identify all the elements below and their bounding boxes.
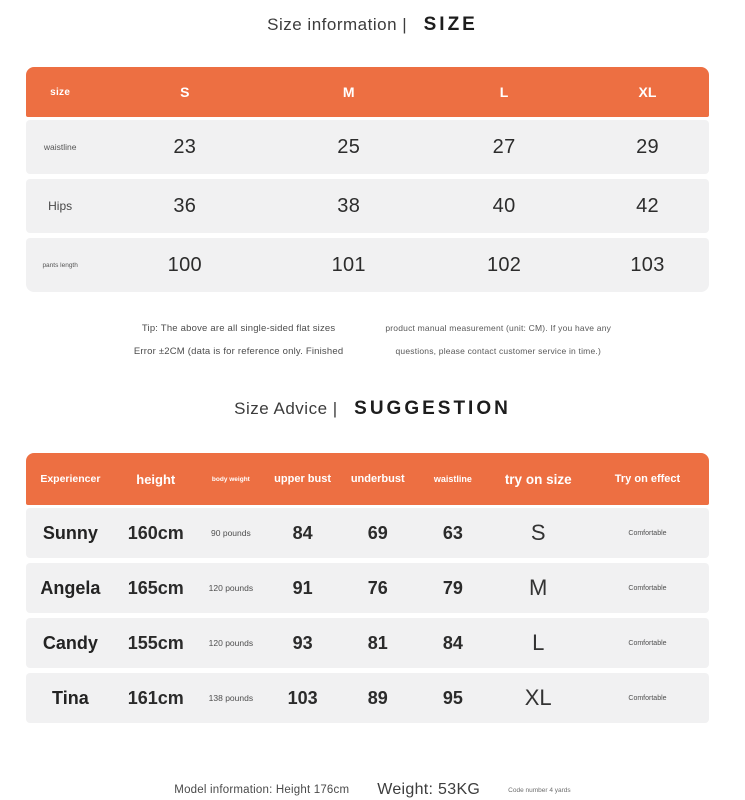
tip-note-left <box>134 317 343 363</box>
size-table-header-m: M <box>342 84 355 100</box>
upper-bust-value: 91 <box>292 577 313 598</box>
measurement-tip <box>0 317 745 363</box>
try-on-effect-value: Comfortable <box>628 584 667 592</box>
advice-header-height: height <box>136 471 176 487</box>
tip-note-right-line1: product manual measurement (unit: CM). If you have any <box>385 323 612 333</box>
advice-header-waistline: waistline <box>433 474 472 484</box>
experiencer-name: Angela <box>40 577 101 598</box>
waistline-value: 63 <box>442 522 463 543</box>
size-value: 103 <box>630 253 665 276</box>
advice-header-body-weight: body weight <box>211 475 250 483</box>
experiencer-name: Sunny <box>42 522 98 543</box>
advice-header-try-on-size: try on size <box>504 471 572 487</box>
size-table-row-waistline <box>26 120 709 174</box>
size-table-row-hips <box>26 179 709 233</box>
row-label: Hips <box>48 199 73 213</box>
try-on-size-value: S <box>530 520 546 545</box>
waistline-value: 95 <box>442 687 463 708</box>
waistline-value: 79 <box>442 577 463 598</box>
tip-note-right <box>385 317 611 363</box>
waistline-value: 84 <box>442 632 463 653</box>
model-info-text: Model information: Height 176cm <box>174 784 350 796</box>
size-value: 27 <box>492 135 516 158</box>
try-on-size-value: L <box>532 630 545 655</box>
try-on-size-value: XL <box>524 685 552 710</box>
advice-header-try-on-effect: Try on effect <box>614 473 681 485</box>
try-on-effect-value: Comfortable <box>628 694 667 702</box>
size-advice-title-text: Size Advice | <box>234 399 338 418</box>
size-info-title <box>0 0 745 39</box>
size-table-header <box>26 67 709 117</box>
advice-row-angela <box>26 563 709 613</box>
underbust-value: 89 <box>367 687 388 708</box>
height-value: 161cm <box>127 687 184 708</box>
size-value: 38 <box>337 194 361 217</box>
upper-bust-value: 84 <box>292 522 313 543</box>
advice-row-candy <box>26 618 709 668</box>
advice-table <box>26 453 709 723</box>
size-info-title-em: SIZE <box>423 14 478 35</box>
row-label: pants length <box>42 261 78 269</box>
size-advice-title <box>0 396 745 423</box>
height-value: 165cm <box>127 577 184 598</box>
size-info-title-text: Size information | <box>267 15 408 34</box>
size-table-header-s: S <box>180 84 190 100</box>
size-value: 100 <box>167 253 202 276</box>
size-table-header-size: size <box>50 86 71 98</box>
tip-note-left-line1: Tip: The above are all single-sided flat sizes <box>141 323 336 334</box>
try-on-effect-value: Comfortable <box>628 639 667 647</box>
height-value: 155cm <box>127 632 184 653</box>
size-value: 40 <box>492 194 516 217</box>
body-weight-value: 120 pounds <box>208 583 254 593</box>
size-value: 23 <box>173 135 197 158</box>
experiencer-name: Tina <box>52 687 89 708</box>
model-info-bar <box>0 781 745 799</box>
underbust-value: 76 <box>367 577 388 598</box>
underbust-value: 81 <box>367 632 388 653</box>
height-value: 160cm <box>127 522 184 543</box>
tip-note-left-line2: Error ±2CM (data is for reference only. Finished <box>133 346 344 357</box>
size-table-header-xl: XL <box>638 84 657 100</box>
advice-header-underbust: underbust <box>350 473 405 485</box>
size-value: 101 <box>331 253 366 276</box>
size-table-row-pants-length <box>26 238 709 292</box>
advice-row-tina <box>26 673 709 723</box>
row-label: waistline <box>43 142 77 152</box>
advice-header-experiencer: Experiencer <box>40 473 101 485</box>
advice-header-upper-bust: upper bust <box>274 473 332 485</box>
model-weight-text: Weight: 53KG <box>377 781 481 798</box>
try-on-effect-value: Comfortable <box>628 529 667 537</box>
size-value: 42 <box>636 194 659 217</box>
size-value: 102 <box>486 253 522 276</box>
body-weight-value: 120 pounds <box>208 638 254 648</box>
size-value: 29 <box>636 135 659 158</box>
advice-row-sunny <box>26 508 709 558</box>
underbust-value: 69 <box>367 522 388 543</box>
upper-bust-value: 103 <box>287 687 318 708</box>
tip-note-right-line2: questions, please contact customer service in time.) <box>395 346 601 356</box>
model-code-text: Code number 4 yards <box>508 786 571 794</box>
size-table <box>26 67 709 292</box>
size-table-header-l: L <box>499 84 509 100</box>
advice-table-header <box>26 453 709 505</box>
body-weight-value: 138 pounds <box>208 693 254 703</box>
try-on-size-value: M <box>529 575 548 600</box>
size-value: 36 <box>173 194 197 217</box>
size-value: 25 <box>337 135 361 158</box>
upper-bust-value: 93 <box>292 632 313 653</box>
body-weight-value: 90 pounds <box>211 528 251 538</box>
experiencer-name: Candy <box>42 632 98 653</box>
size-advice-title-em: SUGGESTION <box>354 398 511 419</box>
